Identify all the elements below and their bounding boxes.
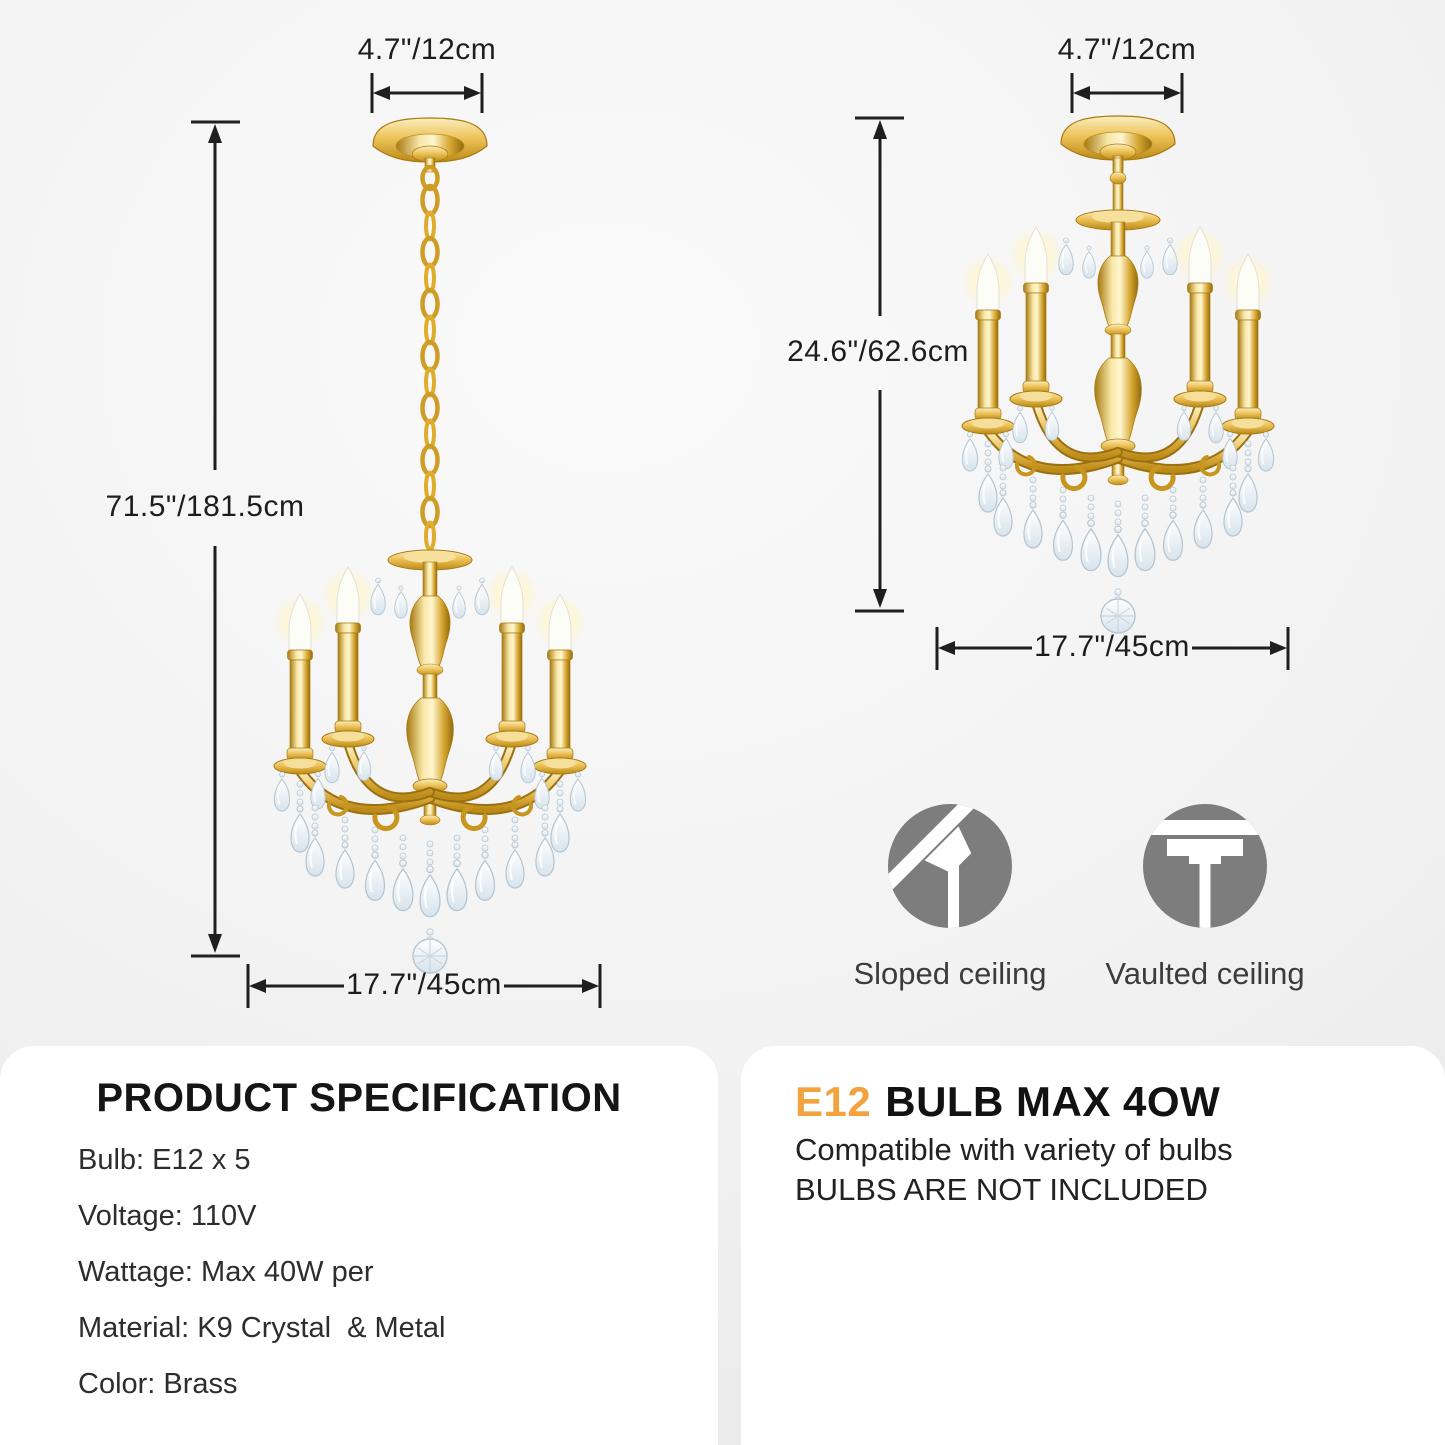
- spec-card-title: PRODUCT SPECIFICATION: [96, 1076, 622, 1120]
- bulb-card-title: [795, 1078, 1220, 1126]
- spec-row-material: Material: K9 Crystal & Metal: [78, 1312, 446, 1344]
- semiflush-height-label: 24.6"/62.6cm: [787, 335, 969, 368]
- spec-row-wattage: Wattage: Max 40W per: [78, 1256, 374, 1288]
- pendant-width-label: 17.7"/45cm: [346, 968, 502, 1001]
- chandelier-body: [273, 550, 587, 973]
- spec-row-color: Color: Brass: [78, 1368, 238, 1400]
- semiflush-chandelier-photo: [961, 116, 1275, 633]
- spec-row-bulb: Bulb: E12 x 5: [78, 1144, 251, 1176]
- chandelier-body: [961, 210, 1275, 633]
- downrod: [1113, 158, 1123, 214]
- bulb-socket-type: E12: [795, 1078, 872, 1125]
- bulb-card-note: BULBS ARE NOT INCLUDED: [795, 1172, 1208, 1207]
- vaulted-ceiling-icon: [1139, 804, 1271, 930]
- semiflush-width-label: 17.7"/45cm: [1034, 630, 1190, 663]
- vaulted-ceiling-label: Vaulted ceiling: [1105, 956, 1305, 991]
- pendant-canopy-width-label: 4.7"/12cm: [357, 33, 497, 66]
- pendant-chandelier-photo: [273, 118, 587, 973]
- semiflush-dimension-lines: [855, 73, 1288, 670]
- sloped-ceiling-icon: [865, 781, 1012, 930]
- chain: [423, 186, 438, 550]
- sloped-ceiling-label: Sloped ceiling: [853, 956, 1047, 991]
- bulb-title-rest: BULB MAX 4OW: [885, 1078, 1221, 1125]
- spec-row-voltage: Voltage: 110V: [78, 1200, 257, 1232]
- pendant-height-label: 71.5"/181.5cm: [105, 490, 305, 523]
- bulb-card-subtitle: Compatible with variety of bulbs: [795, 1132, 1233, 1167]
- canopy: [373, 118, 487, 172]
- semiflush-canopy-width-label: 4.7"/12cm: [1057, 33, 1197, 66]
